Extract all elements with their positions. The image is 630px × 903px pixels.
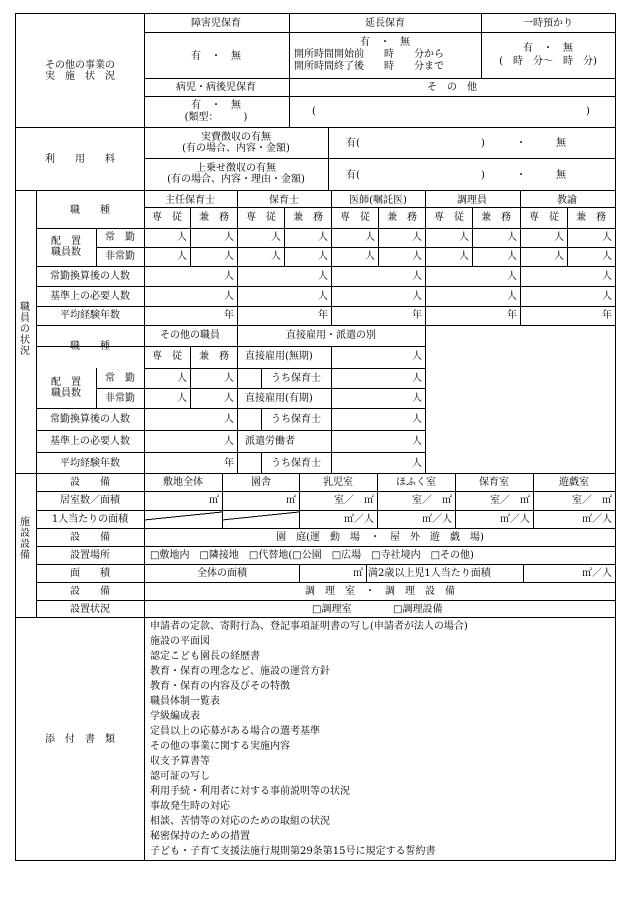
uchi-hoikushi-3: うち保育士 (271, 458, 321, 469)
cell-nin[interactable]: 人 (224, 436, 234, 447)
encho-ari-nashi[interactable]: 有 ・ 無 (360, 37, 410, 48)
tenpu-item: 収支予算書等 (150, 756, 210, 767)
heikin-label-2: 平均経験年数 (60, 458, 120, 469)
muki-label: 直接雇用(無期) (245, 351, 313, 362)
cell-nin[interactable]: 人 (365, 251, 375, 262)
cell-nin[interactable]: 人 (507, 251, 517, 262)
cell-nin[interactable]: 人 (177, 373, 187, 384)
ichiji-ari-nashi[interactable]: 有 ・ 無 (523, 43, 573, 54)
chori-header: 調 理 室 ・ 調 理 設 備 (305, 586, 455, 597)
col-hoikushi: 保育士 (269, 195, 299, 206)
ensha-m2[interactable]: ㎡ (286, 495, 296, 506)
senju-1: 専 従 (152, 212, 182, 223)
shogai-ari-nashi[interactable]: 有 ・ 無 (191, 51, 241, 62)
cell-nin[interactable]: 人 (507, 271, 517, 282)
cell-nin[interactable]: 人 (271, 232, 281, 243)
cell-nen[interactable]: 年 (224, 310, 234, 321)
byoji-ari-nashi[interactable]: 有 ・ 無 (191, 100, 241, 111)
jokyo-label: 設置状況 (70, 604, 110, 615)
cell-nin[interactable]: 人 (602, 271, 612, 282)
cell-nin[interactable]: 人 (412, 271, 422, 282)
cell-nin[interactable]: 人 (224, 373, 234, 384)
cell-nin[interactable]: 人 (412, 393, 422, 404)
cell-nin[interactable]: 人 (554, 251, 564, 262)
haichi-label: 配 置 職員数 (51, 236, 81, 258)
cell-nin[interactable]: 人 (412, 436, 422, 447)
col-byoji: 病児・病後児保育 (176, 82, 256, 93)
tenpu-label: 添 付 書 類 (45, 734, 115, 745)
uwanose-nashi[interactable]: 無 (556, 170, 566, 181)
tenpu-item: 教育・保育の内容及びその特徴 (150, 681, 290, 692)
per-m2[interactable]: ㎡／人 (500, 514, 530, 525)
basho-label: 設置場所 (70, 550, 110, 561)
zentai-m2[interactable]: ㎡ (353, 568, 363, 579)
per-m2[interactable]: ㎡／人 (422, 514, 452, 525)
cell-nin[interactable]: 人 (412, 232, 422, 243)
encho-end-time[interactable]: 開所時間終了後 時 分まで (294, 61, 444, 72)
senju-6: 専 従 (152, 351, 182, 362)
col-sonota: そ の 他 (427, 82, 477, 93)
byoji-type[interactable]: (類型： ) (184, 112, 248, 123)
senju-4: 専 従 (434, 212, 464, 223)
senju-5: 専 従 (529, 212, 559, 223)
tenpu-item: 利用手続・利用者に対する事前説明等の状況 (150, 786, 350, 797)
hijokin-label: 非常勤 (105, 251, 135, 262)
cell-nen[interactable]: 年 (602, 310, 612, 321)
col-hoikushitsu: 保育室 (479, 477, 509, 488)
ichiji-time[interactable]: ( 時 分～ 時 分) (499, 56, 597, 67)
shokushu-header: 職 種 (70, 205, 110, 216)
kennin-1: 兼 務 (199, 212, 229, 223)
kijun-label: 基準上の必要人数 (50, 291, 130, 302)
tenpu-item: 秘密保持のための措置 (150, 831, 250, 842)
cell-nin[interactable]: 人 (459, 232, 469, 243)
tenpu-item: 事故発生時の対応 (150, 801, 230, 812)
chorisetsubi-checkbox[interactable]: □調理設備 (393, 604, 443, 615)
setsubi-header-2: 設 備 (70, 532, 110, 543)
man2-m2[interactable]: ㎡／人 (582, 568, 612, 579)
col-chokusetsu-haken: 直接雇用・派遣の別 (286, 330, 376, 341)
cell-nin[interactable]: 人 (318, 251, 328, 262)
cell-nen[interactable]: 年 (224, 458, 234, 469)
jigyo-label: その他の事業の 実 施 状 況 (45, 60, 115, 82)
cell-nin[interactable]: 人 (318, 291, 328, 302)
room-m2[interactable]: 室／ ㎡ (334, 495, 374, 506)
col-shunin: 主任保育士 (165, 195, 215, 206)
uwanose-label: 上乗せ徴収の有無 (有の場合、内容・理由・金額) (167, 163, 305, 185)
col-encho: 延長保育 (365, 18, 405, 29)
uchi-hoikushi-1: うち保育士 (271, 373, 321, 384)
kijun-label-2: 基準上の必要人数 (50, 436, 130, 447)
entei-header: 園 庭(運 動 場 ・ 屋 外 遊 戯 場) (276, 532, 484, 543)
cell-nin[interactable]: 人 (412, 458, 422, 469)
kennin-3: 兼 務 (387, 212, 417, 223)
kansan-label: 常勤換算後の人数 (50, 271, 130, 282)
col-hofukushitsu: ほふく室 (396, 477, 436, 488)
tenpu-item: 子ども・子育て支援法施行規則第29条第15号に規定する誓約書 (150, 846, 436, 857)
room-m2[interactable]: 室／ ㎡ (412, 495, 452, 506)
col-ishi: 医師(嘱託医) (349, 195, 407, 206)
jippi-close: ) (481, 138, 485, 149)
cell-nin[interactable]: 人 (177, 393, 187, 404)
tenpu-item: 相談、苦情等の対応のための取組の状況 (150, 816, 330, 827)
cell-nin[interactable]: 人 (177, 251, 187, 262)
cell-nin[interactable]: 人 (507, 232, 517, 243)
cell-nin[interactable]: 人 (412, 351, 422, 362)
cell-nin[interactable]: 人 (224, 251, 234, 262)
basho-options[interactable]: □敷地内 □隣接地 □代替地(□公園 □広場 □寺社境内 □その他) (150, 550, 474, 561)
cell-nin[interactable]: 人 (224, 232, 234, 243)
kennin-6: 兼 務 (199, 351, 229, 362)
cell-nin[interactable]: 人 (459, 251, 469, 262)
tenpu-item: 職員体制一覧表 (150, 696, 220, 707)
senju-3: 専 従 (340, 212, 370, 223)
cell-nen[interactable]: 年 (412, 310, 422, 321)
cell-nin[interactable]: 人 (318, 271, 328, 282)
col-shikichi: 敷地全体 (163, 477, 203, 488)
cell-nin[interactable]: 人 (412, 251, 422, 262)
cell-nin[interactable]: 人 (412, 414, 422, 425)
haichi-label-2: 配 置 職員数 (51, 377, 81, 399)
col-shogai: 障害児保育 (191, 18, 241, 29)
col-ensha: 園舎 (251, 477, 271, 488)
cell-nin[interactable]: 人 (554, 232, 564, 243)
tenpu-item: 申請者の定款、寄附行為、登記事項証明書の写し(申請者が法人の場合) (150, 621, 468, 632)
jippi-nashi[interactable]: 無 (556, 138, 566, 149)
cell-nin[interactable]: 人 (412, 291, 422, 302)
tenpu-item: 教育・保育の理念など、施設の運営方針 (150, 666, 330, 677)
shisetsu-side-label: 施 設 設 備 (20, 517, 30, 561)
cell-nin[interactable]: 人 (412, 373, 422, 384)
heikin-label: 平均経験年数 (60, 310, 120, 321)
riyo-label: 利 用 料 (45, 154, 115, 165)
tenpu-item: 学級編成表 (150, 711, 200, 722)
encho-start-time[interactable]: 開所時間開始前 時 分から (294, 49, 444, 60)
col-nyujishitsu: 乳児室 (323, 477, 353, 488)
menseki-label: 面 積 (70, 568, 110, 579)
zentai-label: 全体の面積 (197, 568, 247, 579)
man2-label: 満2歳以上児1人当たり面積 (368, 568, 491, 579)
cell-nin[interactable]: 人 (224, 393, 234, 404)
uwanose-ari[interactable]: 有( (346, 170, 360, 181)
tenpu-item: 定員以上の応募がある場合の選考基準 (150, 726, 320, 737)
uwanose-dot: ・ (516, 170, 526, 181)
room-m2[interactable]: 室／ ㎡ (572, 495, 612, 506)
uchi-hoikushi-2: うち保育士 (271, 414, 321, 425)
jippi-dot: ・ (516, 138, 526, 149)
kyoshitsu-label: 居室数／面積 (60, 495, 120, 506)
cell-nin[interactable]: 人 (224, 271, 234, 282)
uwanose-close: ) (481, 170, 485, 181)
cell-nin[interactable]: 人 (271, 251, 281, 262)
per1-label: 1人当たりの面積 (51, 514, 129, 525)
kansan-label-2: 常勤換算後の人数 (50, 414, 130, 425)
cell-nen[interactable]: 年 (507, 310, 517, 321)
setsubi-header-3: 設 備 (70, 586, 110, 597)
cell-nin[interactable]: 人 (224, 414, 234, 425)
per-m2[interactable]: ㎡／人 (344, 514, 374, 525)
cell-nin[interactable]: 人 (318, 232, 328, 243)
sonota-open-paren: ( (312, 106, 316, 117)
hijokin-label-2: 非常勤 (105, 393, 135, 404)
cell-nin[interactable]: 人 (602, 291, 612, 302)
tenpu-item: その他の事業に関する実施内容 (150, 741, 290, 752)
cell-nin[interactable]: 人 (365, 232, 375, 243)
sonota-close-paren: ) (586, 106, 590, 117)
haken-label: 派遣労働者 (245, 436, 295, 447)
shokushu-header-2: 職 種 (70, 341, 110, 352)
tenpu-item: 認可証の写し (150, 771, 210, 782)
cell-nin[interactable]: 人 (224, 291, 234, 302)
shokuin-side-label: 職 員 の 状 況 (20, 302, 30, 357)
per-m2[interactable]: ㎡／人 (582, 514, 612, 525)
tenpu-item: 施設の平面図 (150, 636, 210, 647)
cell-nin[interactable]: 人 (602, 251, 612, 262)
yuki-label: 直接雇用(有期) (245, 393, 313, 404)
kennin-4: 兼 務 (481, 212, 511, 223)
kennin-5: 兼 務 (576, 212, 606, 223)
col-sonota-shokuin: その他の職員 (160, 330, 220, 341)
jokin-label: 常 勤 (105, 232, 135, 243)
chorishitsu-checkbox[interactable]: □調理室 (312, 604, 352, 615)
jippi-label: 実費徴収の有無 (有の場合、内容・金額) (182, 132, 290, 154)
cell-nin[interactable]: 人 (602, 232, 612, 243)
senju-2: 専 従 (246, 212, 276, 223)
setsubi-header: 設 備 (70, 477, 110, 488)
cell-nin[interactable]: 人 (177, 232, 187, 243)
cell-nen[interactable]: 年 (318, 310, 328, 321)
col-ichiji: 一時預かり (523, 18, 573, 29)
jokin-label-2: 常 勤 (105, 373, 135, 384)
kennin-2: 兼 務 (293, 212, 323, 223)
col-yugishitsu: 遊戯室 (559, 477, 589, 488)
shikichi-m2[interactable]: ㎡ (209, 495, 219, 506)
tenpu-item: 認定こども園長の経歴書 (150, 651, 260, 662)
col-choriin: 調理員 (457, 195, 487, 206)
col-kyoyu: 教諭 (557, 195, 577, 206)
room-m2[interactable]: 室／ ㎡ (490, 495, 530, 506)
cell-nin[interactable]: 人 (507, 291, 517, 302)
jippi-ari[interactable]: 有( (346, 138, 360, 149)
